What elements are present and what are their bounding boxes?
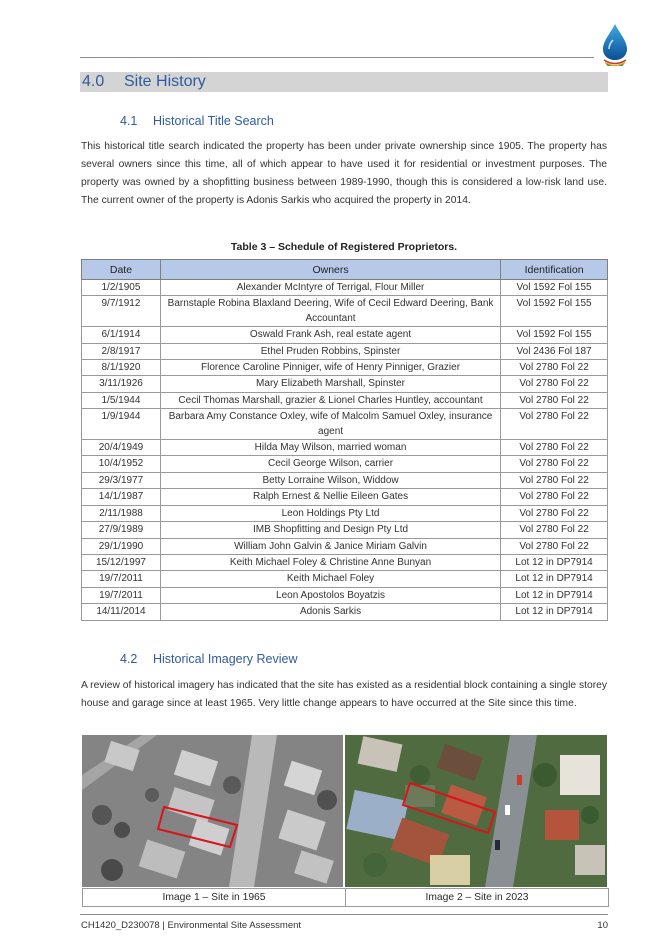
date-cell: 6/1/1914 [82, 327, 161, 343]
table-row [82, 587, 608, 603]
table-row [82, 440, 608, 456]
owner-cell: Ralph Ernest & Nellie Eileen Gates [160, 489, 500, 505]
table-row [82, 489, 608, 505]
table-row [82, 538, 608, 554]
identification-cell: Vol 2780 Fol 22 [501, 522, 608, 538]
identification-cell: Vol 2780 Fol 22 [501, 472, 608, 488]
table-row [82, 392, 608, 408]
table-row [82, 409, 608, 440]
date-cell: 14/1/1987 [82, 489, 161, 505]
date-cell: 29/3/1977 [82, 472, 161, 488]
owner-cell: Florence Caroline Pinniger, wife of Henry Pinniger, Grazier [160, 360, 500, 376]
identification-cell: Vol 1592 Fol 155 [501, 280, 608, 296]
aerial-image-1965 [82, 735, 343, 887]
identification-cell: Lot 12 in DP7914 [501, 604, 608, 620]
subsection-number: 4.2 [120, 652, 138, 666]
identification-cell: Lot 12 in DP7914 [501, 571, 608, 587]
header-owners: Owners [160, 260, 500, 280]
subsection-title-text: Historical Title Search [153, 114, 274, 128]
proprietors-table [81, 259, 608, 621]
water-drop-logo-icon [600, 22, 630, 66]
subsection-heading-imagery-review [120, 652, 297, 666]
owner-cell: Cecil Thomas Marshall, grazier & Lionel Charles Huntley, accountant [160, 392, 500, 408]
date-cell: 27/9/1989 [82, 522, 161, 538]
table-row [82, 343, 608, 359]
date-cell: 14/11/2014 [82, 604, 161, 620]
identification-cell: Vol 2780 Fol 22 [501, 409, 608, 440]
identification-cell: Vol 2436 Fol 187 [501, 343, 608, 359]
owner-cell: Keith Michael Foley & Christine Anne Bunyan [160, 554, 500, 570]
owner-cell: Oswald Frank Ash, real estate agent [160, 327, 500, 343]
owner-cell: Ethel Pruden Robbins, Spinster [160, 343, 500, 359]
identification-cell: Vol 2780 Fol 22 [501, 376, 608, 392]
owner-cell: Adonis Sarkis [160, 604, 500, 620]
table-row [82, 505, 608, 521]
owner-cell: Cecil George Wilson, carrier [160, 456, 500, 472]
table-row [82, 327, 608, 343]
header-rule [80, 57, 594, 58]
date-cell: 1/2/1905 [82, 280, 161, 296]
date-cell: 8/1/1920 [82, 360, 161, 376]
page-number: 10 [597, 920, 608, 931]
owner-cell: Leon Holdings Pty Ltd [160, 505, 500, 521]
image-2-caption: Image 2 – Site in 2023 [345, 889, 608, 906]
date-cell: 9/7/1912 [82, 296, 161, 327]
owner-cell: Alexander McIntyre of Terrigal, Flour Miller [160, 280, 500, 296]
table-row [82, 472, 608, 488]
footer-document-id: CH1420_D230078 | Environmental Site Assessment [81, 920, 302, 931]
identification-cell: Lot 12 in DP7914 [501, 554, 608, 570]
identification-cell: Vol 2780 Fol 22 [501, 456, 608, 472]
table-row [82, 376, 608, 392]
table-row [82, 280, 608, 296]
date-cell: 1/9/1944 [82, 409, 161, 440]
owner-cell: IMB Shopfitting and Design Pty Ltd [160, 522, 500, 538]
table-caption: Table 3 – Schedule of Registered Proprietors. [230, 241, 458, 253]
owner-cell: William John Galvin & Janice Miriam Galvin [160, 538, 500, 554]
section-title-text: Site History [124, 73, 206, 90]
identification-cell: Vol 2780 Fol 22 [501, 505, 608, 521]
subsection-heading-title-search [120, 114, 274, 128]
aerial-image-2023 [345, 735, 607, 887]
date-cell: 19/7/2011 [82, 587, 161, 603]
identification-cell: Vol 2780 Fol 22 [501, 489, 608, 505]
footer-rule [80, 914, 608, 915]
date-cell: 29/1/1990 [82, 538, 161, 554]
imagery-review-paragraph: A review of historical imagery has indicated that the site has existed as a residential block containing a single storey house and garage since at least 1965. Very little change appears to have occurred at the Site since this time. [81, 680, 607, 709]
section-heading [80, 72, 608, 92]
image-caption-row [82, 888, 609, 907]
header-identification: Identification [501, 260, 608, 280]
subsection-title-text: Historical Imagery Review [153, 652, 298, 666]
owner-cell: Leon Apostolos Boyatzis [160, 587, 500, 603]
identification-cell: Vol 1592 Fol 155 [501, 296, 608, 327]
identification-cell: Lot 12 in DP7914 [501, 587, 608, 603]
owner-cell: Barbara Amy Constance Oxley, wife of Malcolm Samuel Oxley, insurance agent [160, 409, 500, 440]
owner-cell: Keith Michael Foley [160, 571, 500, 587]
identification-cell: Vol 2780 Fol 22 [501, 538, 608, 554]
title-search-paragraph: This historical title search indicated the property has been under private ownership since 1905. The property has several owners since this time, all of which appear to have used it for residential or investment purposes. The property was owned by a shopfitting business between 1989-1990, though this is considered a low-risk land use. The current owner of the property is Adonis Sarkis who acquired the property in 2014. [81, 141, 607, 206]
owner-cell: Mary Elizabeth Marshall, Spinster [160, 376, 500, 392]
table-row [82, 554, 608, 570]
identification-cell: Vol 2780 Fol 22 [501, 360, 608, 376]
owner-cell: Hilda May Wilson, married woman [160, 440, 500, 456]
table-row [82, 604, 608, 620]
table-row [82, 360, 608, 376]
date-cell: 19/7/2011 [82, 571, 161, 587]
table-header-row [82, 260, 608, 280]
owner-cell: Betty Lorraine Wilson, Widdow [160, 472, 500, 488]
date-cell: 2/8/1917 [82, 343, 161, 359]
date-cell: 2/11/1988 [82, 505, 161, 521]
date-cell: 10/4/1952 [82, 456, 161, 472]
section-number: 4.0 [82, 73, 105, 90]
identification-cell: Vol 1592 Fol 155 [501, 327, 608, 343]
table-row [82, 456, 608, 472]
identification-cell: Vol 2780 Fol 22 [501, 392, 608, 408]
date-cell: 20/4/1949 [82, 440, 161, 456]
date-cell: 3/11/1926 [82, 376, 161, 392]
owner-cell: Barnstaple Robina Blaxland Deering, Wife of Cecil Edward Deering, Bank Accountant [160, 296, 500, 327]
subsection-number: 4.1 [120, 114, 138, 128]
date-cell: 15/12/1997 [82, 554, 161, 570]
header-date: Date [82, 260, 161, 280]
date-cell: 1/5/1944 [82, 392, 161, 408]
table-row [82, 522, 608, 538]
identification-cell: Vol 2780 Fol 22 [501, 440, 608, 456]
image-1-caption: Image 1 – Site in 1965 [162, 892, 266, 903]
table-row [82, 571, 608, 587]
table-row [82, 296, 608, 327]
